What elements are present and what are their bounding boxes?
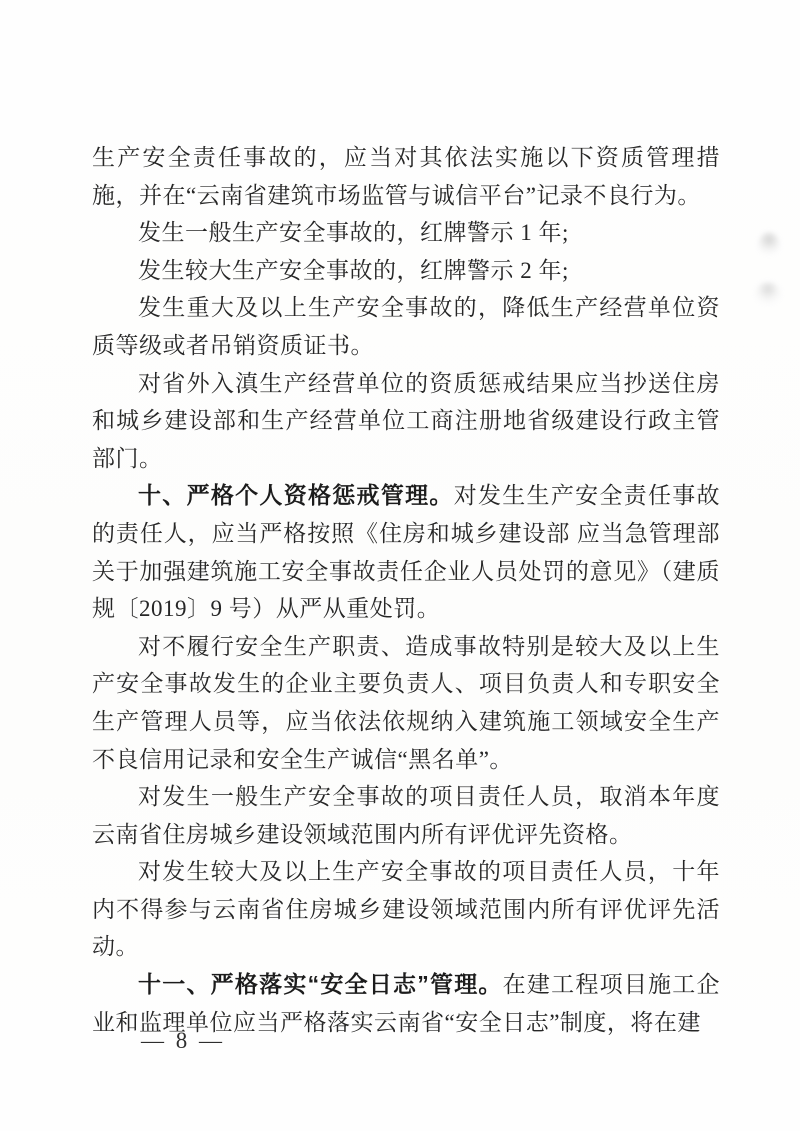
text-segment: 对省外入滇生产经营单位的资质惩戒结果应当抄送住房和城乡建设部和生产经营单位工商注册地省级建设行政主管部门。 [92,370,720,471]
text-segment: 生产安全责任事故的，应当对其依法实施以下资质管理措施，并在“云南省建筑市场监管与诚信平台”记录不良行为。 [92,145,720,208]
page-number: — 8 — [141,1028,225,1053]
text-segment: 对不履行安全生产职责、造成事故特别是较大及以上生产安全事故发生的企业主要负责人、项目负责人和专职安全生产管理人员等，应当依法依规纳入建筑施工领域安全生产不良信用记录和安全生产诚信“黑名单”。 [92,633,720,772]
text-segment: 发生重大及以上生产安全事故的，降低生产经营单位资质等级或者吊销资质证书。 [92,295,720,358]
document-body [92,139,720,1041]
text-segment: 对发生一般生产安全事故的项目责任人员，取消本年度云南省住房城乡建设领域范围内所有评优评先资格。 [92,784,720,847]
paragraph-cancel-awards [92,778,720,853]
section-heading: 十一、严格落实“安全日志”管理。 [138,971,503,998]
paragraph-continuation [92,139,720,214]
paragraph-blacklist [92,628,720,778]
scan-artifact [758,232,780,258]
text-segment: 发生一般生产安全事故的，红牌警示 1 年; [138,220,569,246]
paragraph-ten-year-ban [92,853,720,966]
section-heading: 十、严格个人资格惩戒管理。 [138,482,454,509]
paragraph-general-accident [92,214,720,252]
paragraph-severe-accident [92,289,720,364]
text-segment: 在建工程项目施工企业和监理单位应当严格落实云南省“安全日志”制度，将在建 [92,972,721,1035]
paragraph-major-accident [92,252,720,290]
text-segment: 对发生较大及以上生产安全事故的项目责任人员，十年内不得参与云南省住房城乡建设领域范围内所有评优评先活动。 [92,859,720,960]
paragraph-out-of-province [92,365,720,478]
text-segment: 对发生生产安全责任事故的责任人，应当严格按照《住房和城乡建设部 应当急管理部关于加强建筑施工安全事故责任企业人员处罚的意见》（建质规〔2019〕9 号）从严从重处罚。 [92,483,721,622]
scan-artifact [755,282,781,306]
text-segment: 发生较大生产安全事故的，红牌警示 2 年; [138,257,569,283]
paragraph-section-10 [92,477,720,627]
